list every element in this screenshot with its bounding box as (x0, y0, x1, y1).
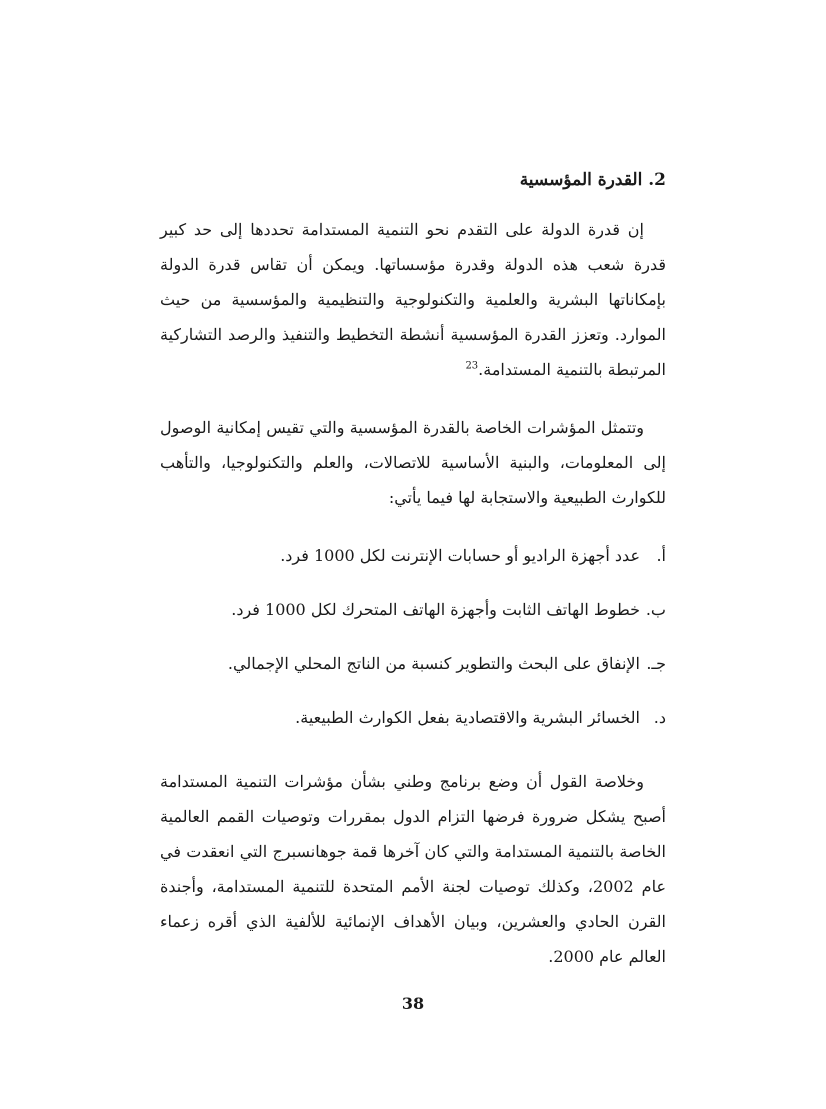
list-item-text: خطوط الهاتف الثابت وأجهزة الهاتف المتحرك لكل 1000 فرد. (231, 600, 640, 619)
list-item-text: عدد أجهزة الراديو أو حسابات الإنترنت لكل 1000 فرد. (280, 546, 640, 565)
document-page (160, 0, 666, 1109)
section-heading: 2. القدرة المؤسسية (519, 170, 666, 190)
list-item-text: الخسائر البشرية والاقتصادية بفعل الكوارث الطبيعية. (295, 708, 640, 727)
paragraph-indicators-intro: وتتمثل المؤشرات الخاصة بالقدرة المؤسسية والتي تقيس إمكانية الوصول إلى المعلومات، والبنية الأساسية للاتصالات، والعلم والتكنولوجيا، والتأهب للكوارث الطبيعية والاستجابة لها فيما يأتي: (160, 418, 666, 507)
list-marker: أ. (656, 546, 666, 565)
list-item (160, 646, 666, 700)
paragraph-conclusion: وخلاصة القول أن وضع برنامج وطني بشأن مؤشرات التنمية المستدامة أصبح يشكل ضرورة فرضها التزام الدول بمقررات وتوصيات القمم العالمية الخاصة بالتنمية المستدامة والتي كان آخرها قمة جوهانسبرج التي انعقدت في عام 2002، وكذلك توصيات لجنة الأمم المتحدة للتنمية المستدامة، وأجندة القرن الحادي والعشرين، وبيان الأهداف الإنمائية للألفية الذي أقره زعماء العالم عام 2000. (160, 772, 667, 966)
footnote-reference: 23 (465, 360, 479, 372)
list-item (160, 700, 666, 754)
list-marker: جـ. (646, 654, 666, 673)
list-marker: د. (653, 708, 666, 727)
indicator-list (160, 538, 666, 754)
list-marker: ب. (645, 600, 666, 619)
paragraph-institutional-capacity (160, 212, 666, 387)
paragraph-text: إن قدرة الدولة على التقدم نحو التنمية المستدامة تحددها إلى حد كبير قدرة شعب هذه الدولة وقدرة مؤسساتها. ويمكن أن تقاس قدرة الدولة بإمكاناتها البشرية والعلمية والتكنولوجية والتنظيمية والمؤسسية من حيث الموارد. وتعزز القدرة المؤسسية أنشطة التخطيط والتنفيذ والرصد التشاركية المرتبطة بالتنمية المستدامة. (160, 220, 666, 379)
page-number: 38 (401, 994, 425, 1013)
list-item-text: الإنفاق على البحث والتطوير كنسبة من الناتج المحلي الإجمالي. (227, 654, 640, 673)
list-item (160, 592, 666, 646)
list-item (160, 538, 666, 592)
